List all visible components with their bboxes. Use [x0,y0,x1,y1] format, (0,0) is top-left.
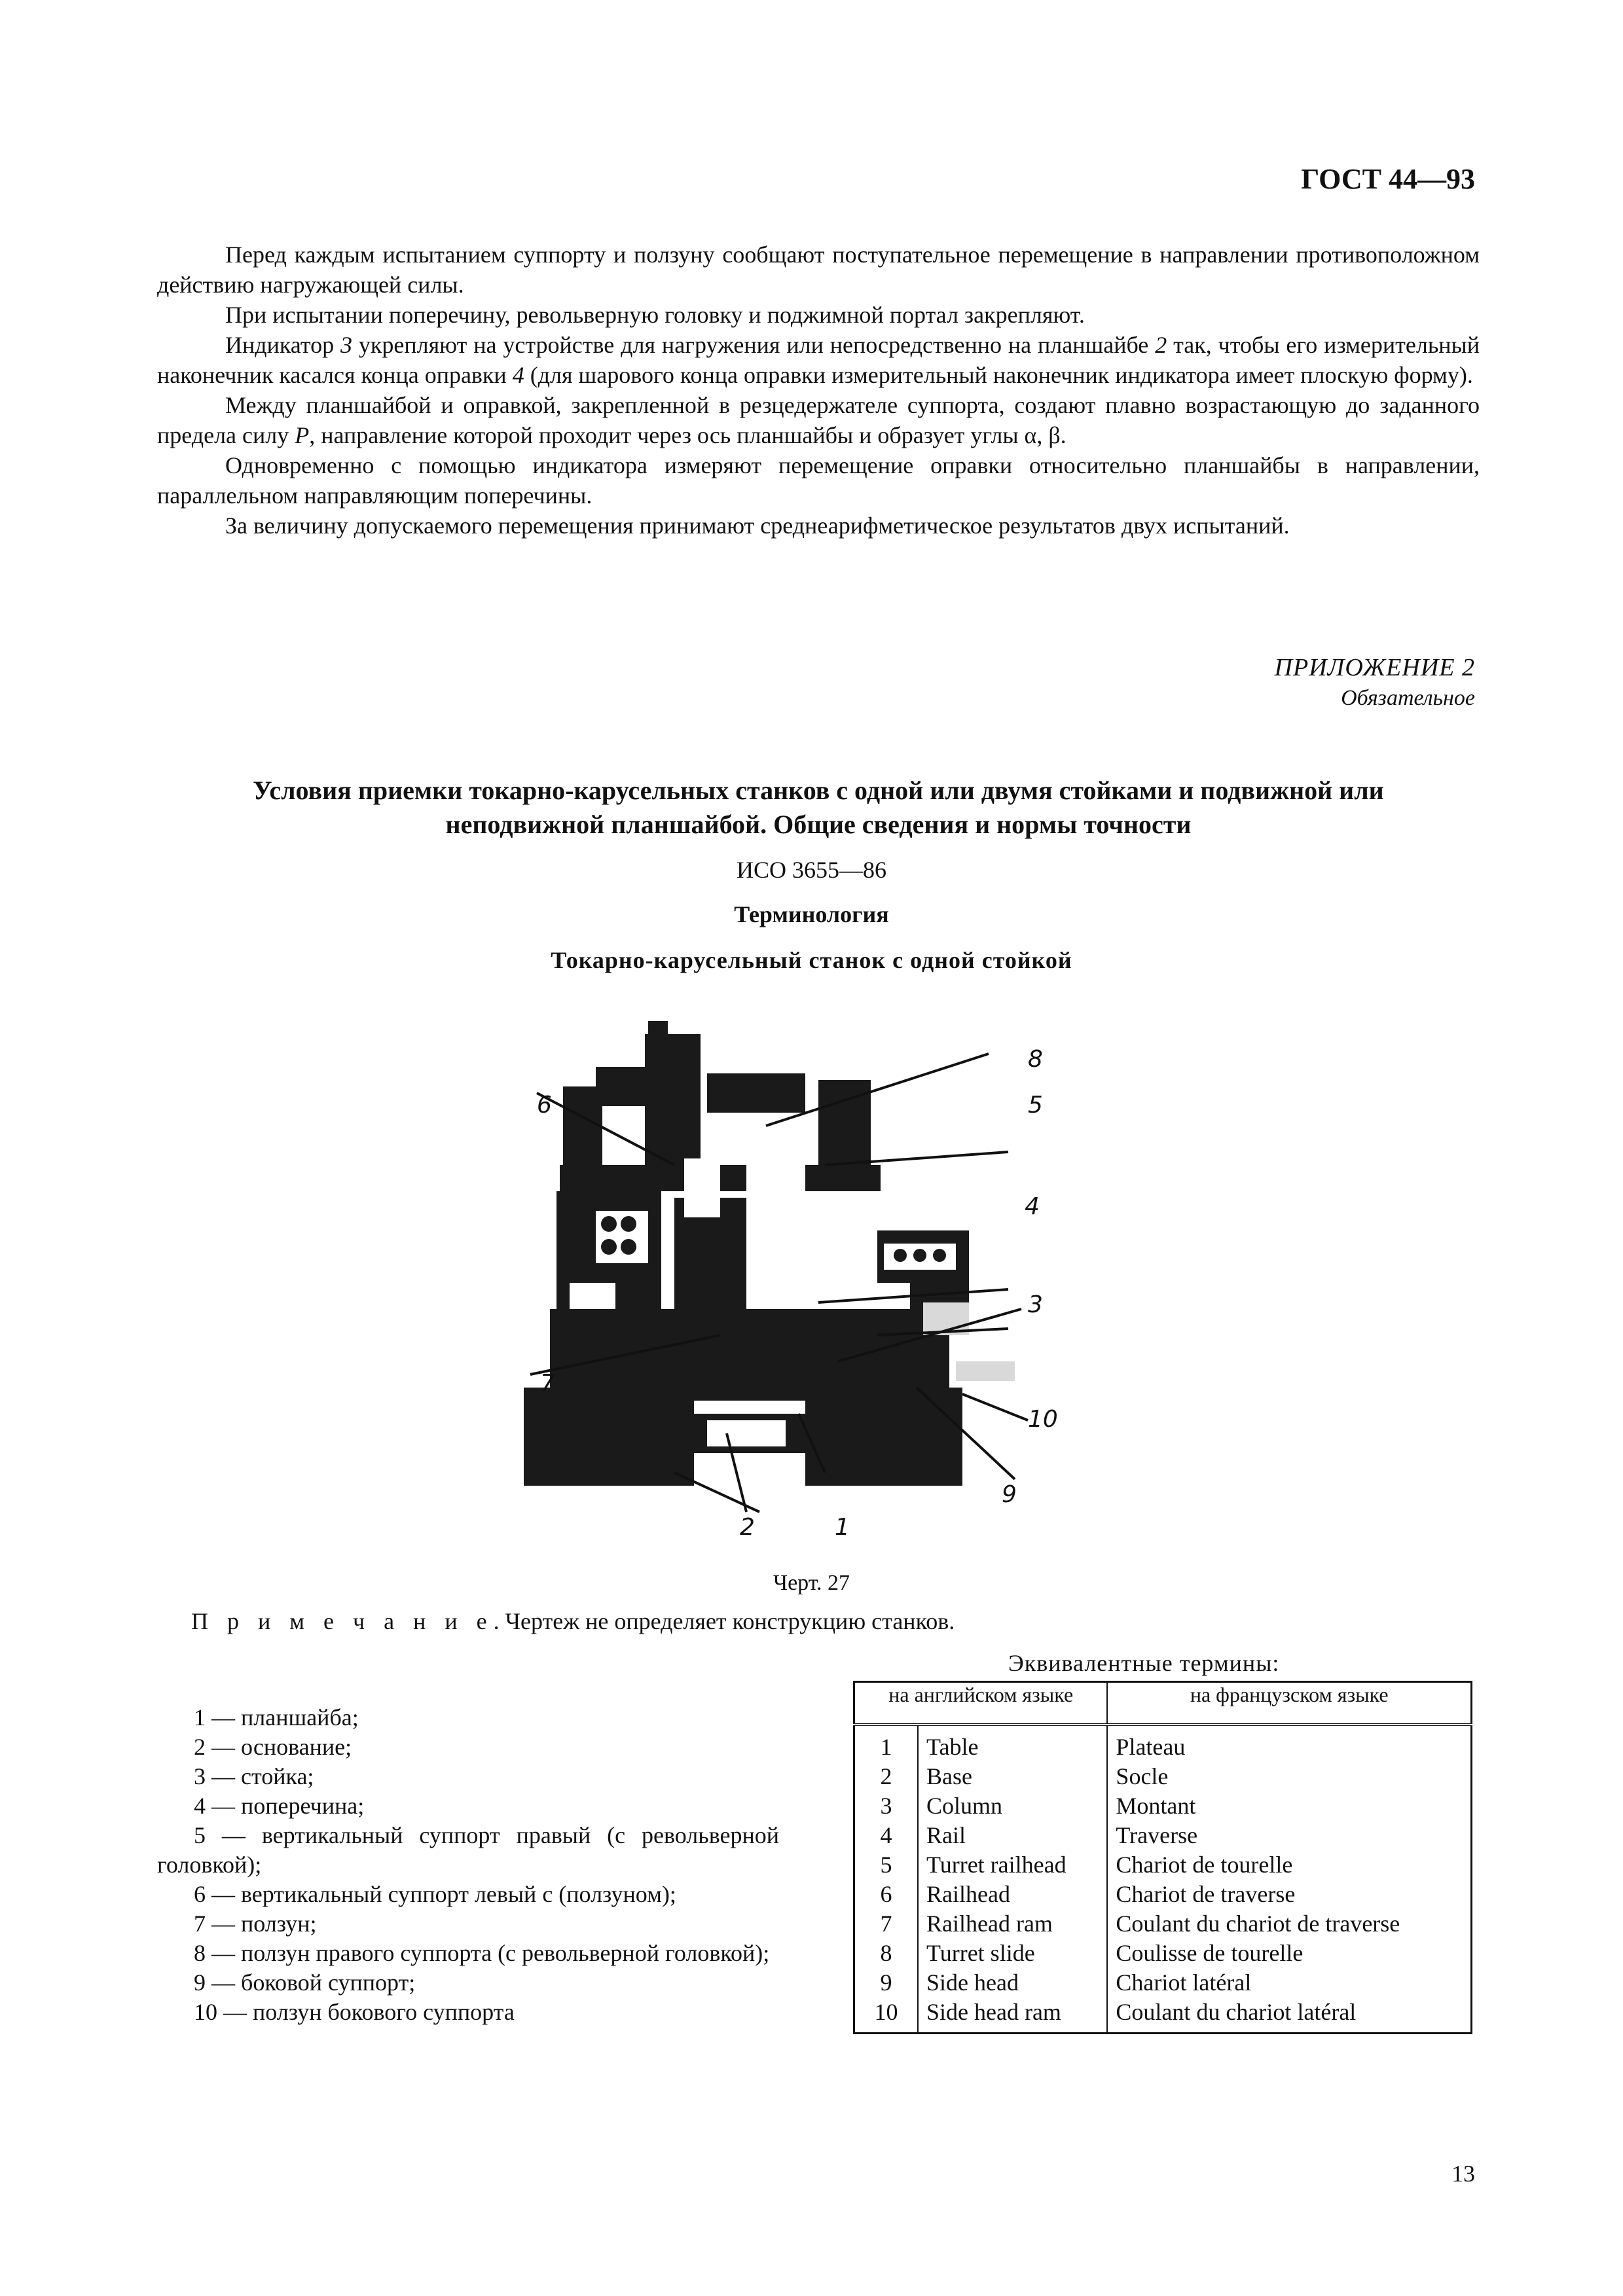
callout-2: 2 [740,1514,755,1541]
term-number: 9 [854,1968,919,1998]
callout-10: 10 [1028,1406,1058,1433]
term-number: 2 [854,1762,919,1791]
note-text: . Чертеж не определяет конструкцию станков. [493,1608,955,1634]
iso-reference: ИСО 3655—86 [736,857,886,883]
term-french: Socle [1107,1762,1471,1791]
term-english: Railhead ram [918,1909,1107,1939]
legend-list [157,1703,779,2027]
callout-7: 7 [540,1370,555,1397]
term-english: Table [918,1725,1107,1762]
paragraph [157,390,1480,450]
legend-item: 8 — ползун правого суппорта (с револьверной головкой); [194,1940,770,1966]
document-code: ГОСТ 44—93 [1301,163,1475,195]
term-english: Turret railhead [918,1850,1107,1880]
callout-6: 6 [537,1092,552,1119]
appendix-status: Обязательное [1341,686,1475,710]
table-row [854,1998,1472,2034]
equivalents-title: Эквивалентные термины: [1008,1650,1280,1676]
text-run: Индикатор [225,332,341,358]
paragraph: Перед каждым испытанием суппорту и ползуну сообщают поступательное перемещение в направлении противоположном действию нагружающей силы. [157,242,1480,298]
table-row [854,1850,1472,1880]
term-number: 5 [854,1850,919,1880]
note-label: П р и м е ч а н и е [191,1608,494,1634]
lathe-drawing [511,995,1113,1551]
callout-4: 4 [1025,1193,1040,1220]
paragraph: Одновременно с помощью индикатора измеряют перемещение оправки относительно планшайбы в направлении, параллельном направляющим поперечины. [157,452,1480,509]
term-english: Rail [918,1821,1107,1850]
figure-title: Токарно-карусельный станок с одной стойкой [551,947,1072,973]
term-number: 10 [854,1998,919,2034]
term-english: Side head [918,1968,1107,1998]
table-row [854,1880,1472,1909]
term-number: 1 [854,1725,919,1762]
term-french: Traverse [1107,1821,1471,1850]
term-english: Turret slide [918,1939,1107,1968]
table-row [854,1939,1472,1968]
equivalent-terms-table [853,1681,1472,2034]
title-line: Условия приемки токарно-карусельных станков с одной или двумя стойками и подвижной или [253,776,1384,805]
section-title [170,774,1467,842]
legend-item: 10 — ползун бокового суппорта [194,1999,515,2025]
terminology-heading: Терминология [734,901,889,927]
table-header-row [854,1682,1472,1725]
page-number: 13 [1451,2161,1475,2187]
callout-3: 3 [1028,1291,1043,1318]
text-run: Между планшайбой и оправкой, закрепленной в резцедержателе суппорта, создают плавно возрастающую до заданного предела силу [157,392,1480,448]
term-french: Chariot de tourelle [1107,1850,1471,1880]
term-number: 3 [854,1791,919,1821]
term-english: Railhead [918,1880,1107,1909]
ref-number: 3 [340,332,353,358]
note [191,1607,955,1635]
callout-8: 8 [1028,1046,1043,1073]
appendix-label [1275,653,1475,711]
legend-item: 7 — ползун; [194,1910,317,1937]
term-french: Chariot de traverse [1107,1880,1471,1909]
legend-item: 5 — вертикальный суппорт правый (с револьверной головкой); [157,1822,779,1878]
term-number: 7 [854,1909,919,1939]
legend-item: 9 — боковой суппорт; [194,1969,416,1996]
figure-caption: Черт. 27 [773,1571,850,1595]
table-row [854,1821,1472,1850]
table-row [854,1909,1472,1939]
header-french: на французском языке [1107,1682,1471,1725]
term-english: Column [918,1791,1107,1821]
term-french: Coulant du chariot latéral [1107,1998,1471,2034]
legend-item: 6 — вертикальный суппорт левый с (ползуном); [194,1881,676,1907]
title-line: неподвижной планшайбой. Общие сведения и нормы точности [445,810,1192,839]
term-number: 6 [854,1880,919,1909]
text-run: (для шарового конца оправки измерительный наконечник индикатора имеет плоскую форму). [524,362,1473,388]
paragraph: При испытании поперечину, револьверную головку и поджимной портал закрепляют. [225,302,1085,328]
term-number: 8 [854,1939,919,1968]
term-number: 4 [854,1821,919,1850]
table-row [854,1968,1472,1998]
paragraph [157,330,1480,390]
legend-item: 4 — поперечина; [194,1793,365,1819]
table-row [854,1725,1472,1762]
force-symbol: P [295,422,310,448]
appendix-number: ПРИЛОЖЕНИЕ 2 [1274,654,1475,681]
text-run: укрепляют на устройстве для нагружения или непосредственно на планшайбе [352,332,1156,358]
legend-item: 3 — стойка; [194,1763,314,1789]
term-french: Coulant du chariot de traverse [1107,1909,1471,1939]
term-french: Plateau [1107,1725,1471,1762]
term-french: Chariot latéral [1107,1968,1471,1998]
body-text [157,240,1480,541]
legend-item: 1 — планшайба; [194,1704,359,1731]
term-english: Base [918,1762,1107,1791]
text-run: так, чтобы его измерительный наконечник касался конца оправки [157,332,1480,388]
header-english: на английском языке [854,1682,1108,1725]
callout-5: 5 [1028,1092,1043,1119]
term-french: Montant [1107,1791,1471,1821]
term-english: Side head ram [918,1998,1107,2034]
term-french: Coulisse de tourelle [1107,1939,1471,1968]
callout-1: 1 [835,1514,850,1541]
ref-number: 2 [1155,332,1167,358]
table-row [854,1791,1472,1821]
legend-item: 2 — основание; [194,1734,352,1760]
text-run: , направление которой проходит через ось планшайбы и образует углы α, β. [309,422,1067,448]
paragraph: За величину допускаемого перемещения принимают среднеарифметическое результатов двух испытаний. [225,512,1290,539]
table-row [854,1762,1472,1791]
callout-9: 9 [1002,1481,1017,1508]
ref-number: 4 [512,362,524,388]
